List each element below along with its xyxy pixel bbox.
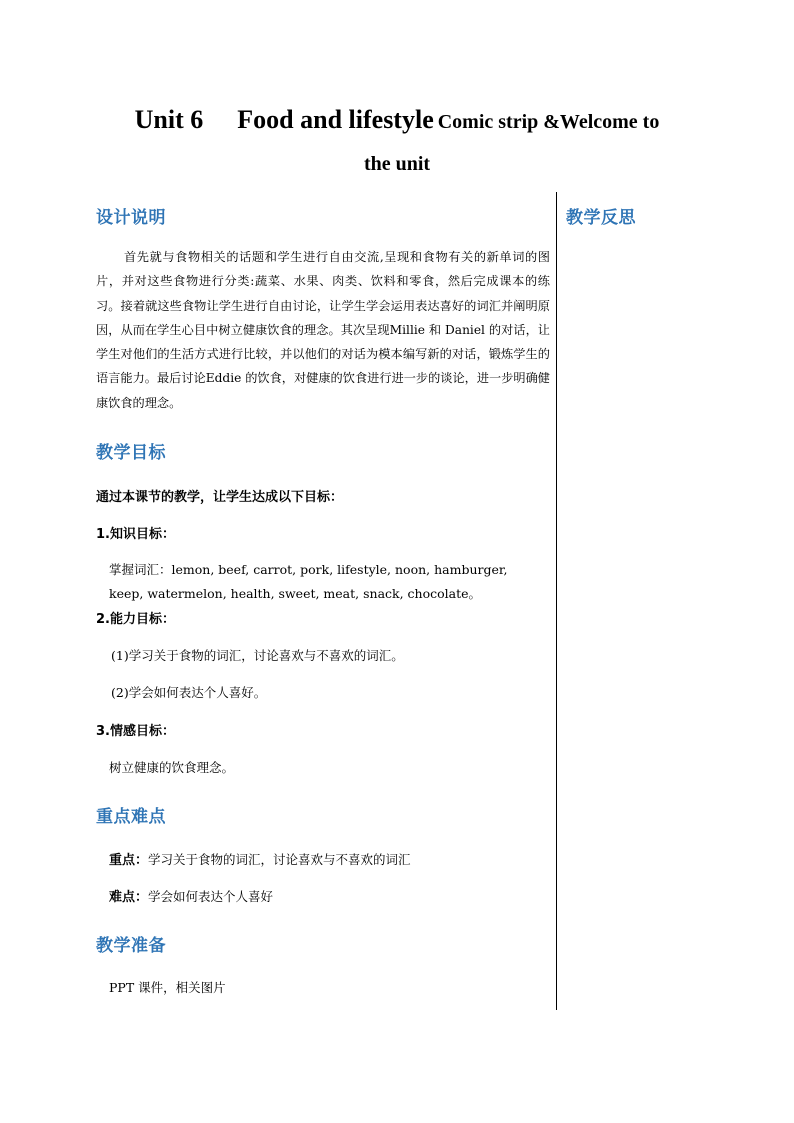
vocab-words: lemon, beef, carrot, pork, lifestyle, noon, hamburger, keep, watermelon, health, sweet, meat, snack, chocolate。 bbox=[109, 562, 508, 601]
title-unit: Unit 6 bbox=[134, 105, 204, 134]
title-subtitle-part2: the unit bbox=[363, 153, 431, 175]
key-points-heading: 重点难点 bbox=[96, 807, 166, 827]
ability-label: 2.能力目标： bbox=[96, 612, 175, 627]
vocab-block bbox=[109, 558, 529, 606]
vocab-label: 掌握词汇： bbox=[109, 562, 172, 577]
key-point-line bbox=[109, 849, 411, 868]
ability-item-1: (1)学习关于食物的词汇，讨论喜欢与不喜欢的词汇。 bbox=[111, 648, 404, 663]
objectives-heading: 教学目标 bbox=[96, 443, 166, 463]
key-point-label: 重点： bbox=[109, 853, 149, 868]
difficult-point-text: 学会如何表达个人喜好 bbox=[148, 889, 274, 904]
ability-item-2: (2)学会如何表达个人喜好。 bbox=[111, 685, 267, 700]
preparation-text: PPT 课件，相关图片 bbox=[109, 980, 226, 995]
title-topic: Food and lifestyle bbox=[237, 105, 434, 134]
column-divider bbox=[556, 192, 557, 1010]
design-heading: 设计说明 bbox=[96, 208, 166, 228]
objectives-intro: 通过本课节的教学，让学生达成以下目标： bbox=[96, 490, 344, 505]
preparation-heading: 教学准备 bbox=[96, 936, 166, 956]
difficult-point-line bbox=[109, 886, 273, 905]
document-title bbox=[80, 100, 714, 186]
reflection-heading: 教学反思 bbox=[566, 208, 636, 228]
emotion-label: 3.情感目标： bbox=[96, 724, 175, 739]
design-paragraph: 首先就与食物相关的话题和学生进行自由交流,呈现和食物有关的新单词的图片，并对这些食物进行分类:蔬菜、水果、肉类、饮料和零食，然后完成课本的练习。接着就这些食物让学生进行自由讨论，让学生学会运用表达喜好的词汇并阐明原因，从而在学生心目中树立健康饮食的理念。其次呈现Millie 和 Daniel 的对话，让学生对他们的生活方式进行比较，并以他们的对话为模本编写新的对话，锻炼学生的语言能力。最后讨论Eddie 的饮食，对健康的饮食进行进一步的谈论，进一步明确健康饮食的理念。 bbox=[96, 250, 550, 410]
emotion-item-1: 树立健康的饮食理念。 bbox=[109, 760, 235, 775]
title-subtitle-part1: Comic strip &Welcome to bbox=[437, 111, 660, 133]
knowledge-label: 1.知识目标： bbox=[96, 527, 175, 542]
key-point-text: 学习关于食物的词汇，讨论喜欢与不喜欢的词汇 bbox=[148, 852, 411, 867]
difficult-point-label: 难点： bbox=[109, 890, 149, 905]
